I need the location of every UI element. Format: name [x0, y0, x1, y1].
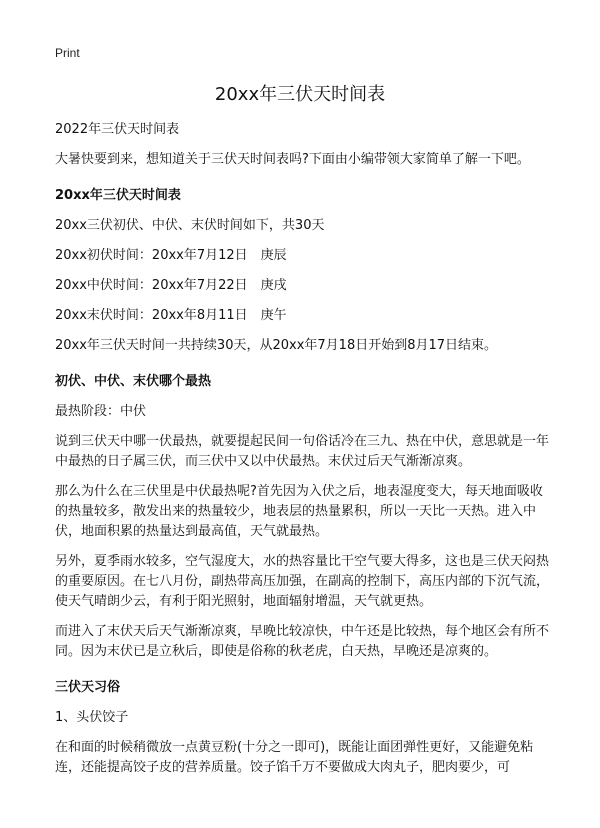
subtitle: 2022年三伏天时间表	[55, 122, 180, 137]
print-link[interactable]: Print	[55, 46, 80, 60]
hottest-stage: 最热阶段：中伏	[55, 404, 147, 419]
document-body	[55, 120, 555, 778]
body-paragraph: 另外，夏季雨水较多，空气湿度大，水的热容量比干空气要大得多，这也是三伏天闷热的重要原因。在七八月份，副热带高压加强，在副高的控制下，高压内部的下沉气流，使天气晴朗少云，有利于阳光照射，地面辐射增温，天气就更热。	[55, 554, 550, 609]
document-title: 20xx年三伏天时间表	[214, 84, 386, 105]
schedule-line: 20xx三伏初伏、中伏、末伏时间如下，共30天	[55, 218, 325, 233]
section-heading-schedule: 20xx年三伏天时间表	[55, 188, 181, 203]
schedule-line: 20xx年三伏天时间一共持续30天，从20xx年7月18日开始到8月17日结束。	[55, 338, 498, 353]
schedule-line: 20xx末伏时间：20xx年8月11日 庚午	[55, 308, 287, 323]
custom-item: 1、头伏饺子	[55, 710, 129, 725]
section-heading-customs: 三伏天习俗	[55, 680, 121, 695]
section-heading-hottest: 初伏、中伏、末伏哪个最热	[55, 374, 212, 389]
intro-paragraph: 大暑快要到来，想知道关于三伏天时间表吗?下面由小编带领大家简单了解一下吧。	[55, 152, 530, 167]
body-paragraph: 说到三伏天中哪一伏最热，就要提起民间一句俗话冷在三九、热在中伏，意思就是一年中最热的日子属三伏，而三伏中又以中伏最热。末伏过后天气渐渐凉爽。	[55, 434, 550, 469]
schedule-line: 20xx初伏时间：20xx年7月12日 庚辰	[55, 248, 287, 263]
body-paragraph: 那么为什么在三伏里是中伏最热呢?首先因为入伏之后，地表湿度变大，每天地面吸收的热量较多，散发出来的热量较少，地表层的热量累积，所以一天比一天热。进入中伏，地面积累的热量达到最高值，天气就最热。	[55, 484, 543, 539]
schedule-line: 20xx中伏时间：20xx年7月22日 庚戌	[55, 278, 287, 293]
body-paragraph: 在和面的时候稍微放一点黄豆粉(十分之一即可)，既能让面团弹性更好，又能避免粘连，还能提高饺子皮的营养质量。饺子馅千万不要做成大肉丸子，肥肉要少，可	[55, 740, 534, 775]
body-paragraph: 而进入了末伏天后天气渐渐凉爽，早晚比较凉快，中午还是比较热，每个地区会有所不同。因为末伏已是立秋后，即使是俗称的秋老虎，白天热，早晚还是凉爽的。	[55, 624, 550, 659]
